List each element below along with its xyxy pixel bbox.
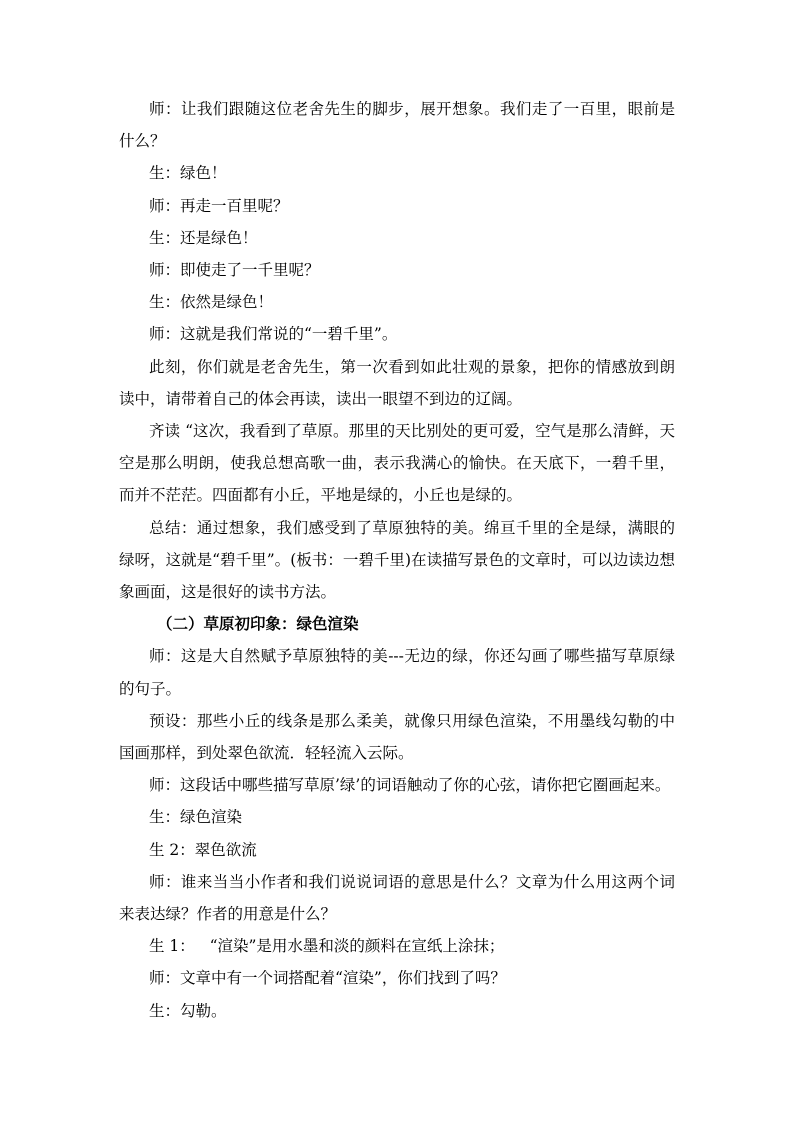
document-body	[119, 93, 675, 1027]
paragraph-teacher-boundless-green: 师：这是大自然赋予草原独特的美---无边的绿，你还勾画了哪些描写草原绿的句子。	[119, 647, 675, 698]
section-heading: （二）草原初印象：绿色渲染	[157, 614, 359, 634]
paragraph-teacher-thousand: 师：即使走了一千里呢？	[149, 261, 320, 280]
paragraph-teacher-pairing: 师：文章中有一个词搭配着“渲染”，你们找到了吗？	[149, 969, 506, 988]
paragraph-student-xuanran: 生：绿色渲染	[149, 808, 243, 827]
paragraph-student-goule: 生：勾勒。	[149, 1001, 227, 1020]
paragraph-student-still-green: 生：还是绿色！	[149, 228, 258, 247]
paragraph-student1-definition: 生 1： “渲染”是用水墨和淡的颜料在宣纸上涂抹；	[149, 937, 505, 956]
paragraph-teacher-another-hundred: 师：再走一百里呢？	[149, 196, 289, 215]
paragraph-teacher-meaning: 师：谁来当当小作者和我们说说词语的意思是什么？文章为什么用这两个词来表达绿？作者的用意是什么？	[119, 872, 675, 924]
paragraph-choral-reading: 齐读 “这次，我看到了草原。那里的天比别处的更可爱，空气是那么清鲜，天空是那么明朗，使我总想高歌一曲，表示我满心的愉快。在天底下，一碧千里，而并不茫茫。四面都有小丘，平地是绿的，小丘也是绿的。	[119, 422, 675, 505]
paragraph-teacher-imagine: 师：让我们跟随这位老舍先生的脚步，展开想象。我们走了一百里，眼前是什么？	[119, 100, 675, 151]
paragraph-teacher-yibiqianli: 师：这就是我们常说的“一碧千里”。	[149, 325, 398, 344]
paragraph-reading-instruction: 此刻，你们就是老舍先生，第一次看到如此壮观的景象，把你的情感放到朗读中，请带着自己的体会再读，读出一眼望不到边的辽阔。	[119, 357, 675, 408]
paragraph-student-yet-green: 生：依然是绿色！	[149, 293, 274, 312]
paragraph-teacher-circle-words: 师：这段话中哪些描写草原’绿’的词语触动了你的心弦，请你把它圈画起来。	[149, 776, 671, 795]
paragraph-preset-answer: 预设：那些小丘的线条是那么柔美，就像只用绿色渲染，不用墨线勾勒的中国画那样，到处翠色欲流．轻轻流入云际。	[119, 711, 675, 763]
paragraph-student2-cuiseyuliu: 生 2：翠色欲流	[149, 840, 257, 859]
paragraph-student-green: 生：绿色！	[149, 164, 227, 183]
paragraph-summary: 总结：通过想象，我们感受到了草原独特的美。绵亘千里的全是绿，满眼的绿呀，这就是“碧千里”。(板书：一碧千里)在读描写景色的文章时，可以边读边想象画面，这是很好的读书方法。	[119, 518, 675, 602]
